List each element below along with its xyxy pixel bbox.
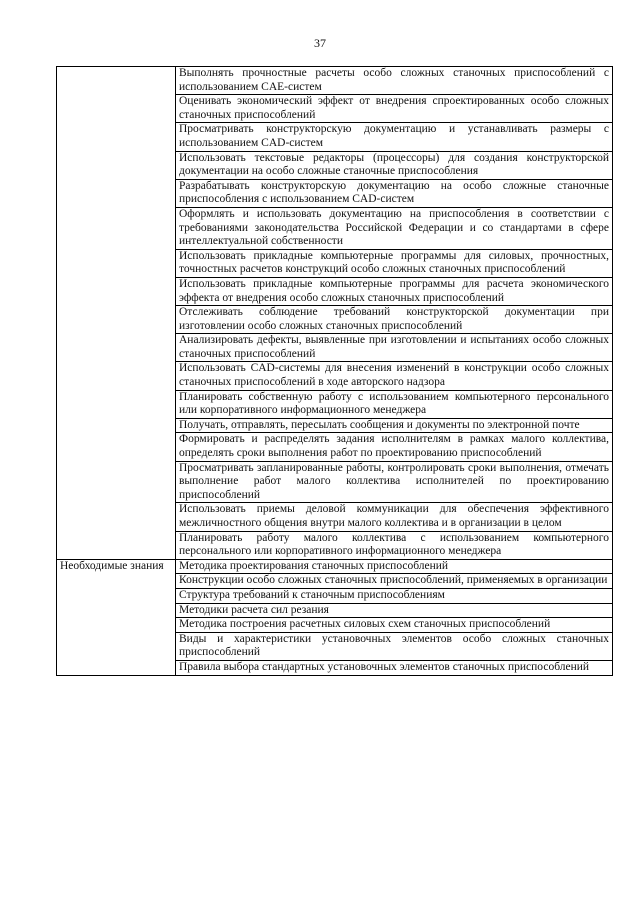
requirement-item: Формировать и распределять задания исполнителям в рамках малого коллектива, определять сроки выполнения работ по проектированию приспособлений — [176, 433, 613, 461]
requirement-item: Использовать приемы деловой коммуникации для обеспечения эффективного межличностного общения внутри малого коллектива и в организации в целом — [176, 503, 613, 531]
requirement-item: Использовать текстовые редакторы (процессоры) для создания конструкторской документации на особо сложные станочные приспособления — [176, 151, 613, 179]
requirement-item: Виды и характеристики установочных элементов особо сложных станочных приспособлений — [176, 632, 613, 660]
requirement-item: Использовать CAD-системы для внесения изменений в конструкции особо сложных станочных приспособлений в ходе авторского надзора — [176, 362, 613, 390]
requirements-table — [56, 66, 613, 676]
requirement-item: Оценивать экономический эффект от внедрения спроектированных особо сложных станочных приспособлений — [176, 95, 613, 123]
requirement-item: Правила выбора стандартных установочных элементов станочных приспособлений — [176, 660, 613, 675]
requirement-item: Анализировать дефекты, выявленные при изготовлении и испытаниях особо сложных станочных приспособлений — [176, 334, 613, 362]
requirement-item: Методика построения расчетных силовых схем станочных приспособлений — [176, 618, 613, 633]
requirement-item: Методики расчета сил резания — [176, 603, 613, 618]
requirement-item: Выполнять прочностные расчеты особо сложных станочных приспособлений с использованием CAE-систем — [176, 67, 613, 95]
section-label: Необходимые знания — [57, 559, 176, 675]
table-row — [57, 559, 613, 574]
requirement-item: Просматривать запланированные работы, контролировать сроки выполнения, отмечать выполнение работ малого коллектива исполнителей по проектированию приспособлений — [176, 461, 613, 503]
table-row — [57, 67, 613, 95]
requirement-item: Планировать собственную работу с использованием компьютерного персонального или корпоративного информационного менеджера — [176, 390, 613, 418]
requirement-item: Структура требований к станочным приспособлениям — [176, 588, 613, 603]
requirement-item: Разрабатывать конструкторскую документацию на особо сложные станочные приспособления с использованием CAD-систем — [176, 179, 613, 207]
page-number: 37 — [314, 36, 326, 50]
section-label — [57, 67, 176, 560]
requirement-item: Отслеживать соблюдение требований конструкторской документации при изготовлении особо сложных станочных приспособлений — [176, 306, 613, 334]
requirement-item: Просматривать конструкторскую документацию и устанавливать размеры с использованием CAD-систем — [176, 123, 613, 151]
requirements-table-body — [57, 67, 613, 676]
requirement-item: Получать, отправлять, пересылать сообщения и документы по электронной почте — [176, 418, 613, 433]
requirement-item: Оформлять и использовать документацию на приспособления в соответствии с требованиями законодательства Российской Федерации и со стандартами в сфере интеллектуальной собственности — [176, 207, 613, 249]
requirement-item: Использовать прикладные компьютерные программы для расчета экономического эффекта от внедрения особо сложных станочных приспособлений — [176, 277, 613, 305]
requirement-item: Методика проектирования станочных приспособлений — [176, 559, 613, 574]
requirement-item: Планировать работу малого коллектива с использованием компьютерного персонального или корпоративного информационного менеджера — [176, 531, 613, 559]
requirement-item: Конструкции особо сложных станочных приспособлений, применяемых в организации — [176, 574, 613, 589]
requirement-item: Использовать прикладные компьютерные программы для силовых, прочностных, точностных расчетов конструкций особо сложных станочных приспособлений — [176, 249, 613, 277]
